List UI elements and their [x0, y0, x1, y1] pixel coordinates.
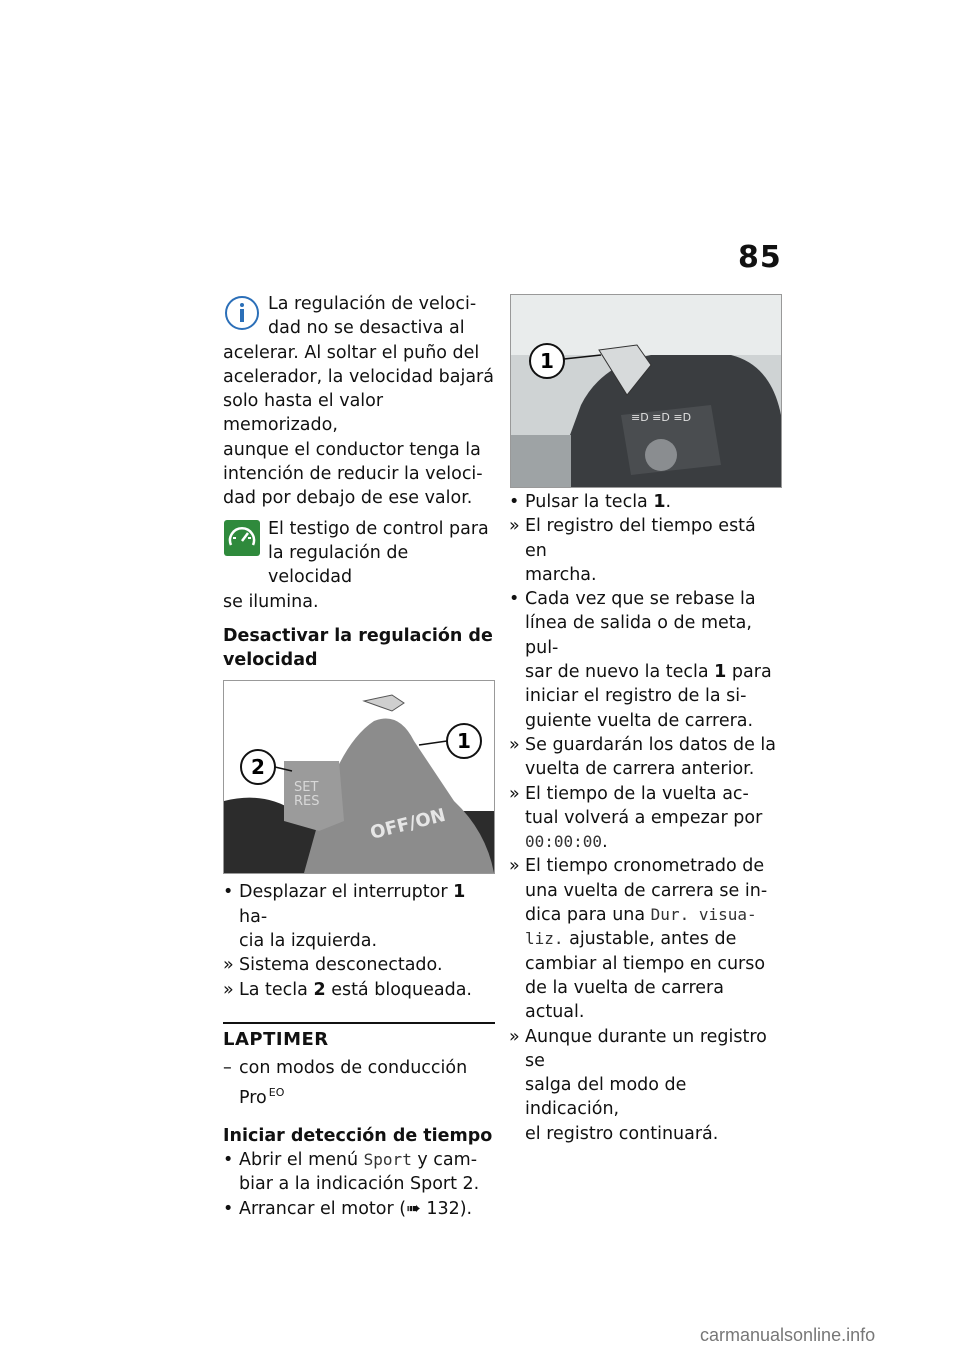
right-column: [509, 490, 781, 1146]
info-line: La regulación de veloci-: [268, 294, 477, 314]
lamp-line: la regulación de velocidad: [268, 542, 409, 588]
svg-text:≡D ≡D ≡D: ≡D ≡D ≡D: [631, 411, 692, 424]
start-steps: [223, 1148, 495, 1221]
page-ref-arrow-icon: ➠: [406, 1198, 421, 1219]
list-item: • Cada vez que se rebase la línea de salida o de meta, pul- sar de nuevo la tecla 1 para iniciar el registro de la si- guiente vuelta de carrera.: [509, 589, 772, 731]
info-icon: [223, 294, 261, 332]
cruise-switch-photo: [223, 680, 495, 874]
info-line: intención de reducir la veloci-: [223, 464, 483, 485]
heading-deactivate: Desactivar la regulación de velocidad: [223, 625, 493, 671]
watermark: carmanualsonline.info: [700, 1325, 876, 1345]
svg-text:SET: SET: [294, 780, 319, 796]
svg-text:RES: RES: [294, 794, 320, 810]
info-line: acelerar. Al soltar el puño del: [223, 342, 480, 363]
info-line: solo hasta el valor memorizado,: [223, 391, 384, 436]
list-item: » Aunque durante un registro se salga del modo de indicación, el registro continuará.: [509, 1026, 767, 1144]
info-note: [223, 292, 495, 511]
list-item: » El tiempo cronometrado de una vuelta de carrera se in- dica para una Dur. visua- liz. ajustable, antes de cambiar al tiempo en curso de la vuelta de carrera actual.: [509, 856, 768, 1023]
page-number: 85: [738, 240, 782, 275]
section-title: LAPTIMER: [223, 1022, 495, 1052]
left-column: [223, 292, 495, 1221]
figure-label-1: 1: [457, 729, 471, 754]
deactivate-steps: [223, 880, 495, 1001]
info-line: aunque el conductor tenga la: [223, 439, 481, 460]
svg-text:OFF/ON: OFF/ON: [368, 805, 448, 845]
list-item: » El registro del tiempo está en marcha.: [509, 516, 756, 585]
lamp-line: El testigo de control para: [268, 518, 489, 539]
list-item: • Pulsar la tecla 1.: [509, 492, 672, 512]
requirement: – con modos de conducción Pro $^{EO}$: [223, 1058, 468, 1108]
laptimer-switch-photo: [510, 294, 782, 488]
list-item: • Desplazar el interruptor 1 ha- cia la izquierda.: [223, 882, 466, 952]
cruise-control-lamp-icon: [223, 519, 261, 557]
info-line: dad por debajo de ese valor.: [223, 488, 473, 509]
heading-start: Iniciar detección de tiempo: [223, 1125, 493, 1146]
list-item: » Se guardarán los datos de la vuelta de carrera anterior.: [509, 734, 777, 780]
lamp-line: se ilumina.: [223, 591, 319, 612]
info-line: acelerador, la velocidad bajará: [223, 366, 494, 387]
list-item: » El tiempo de la vuelta ac- tual volverá a empezar por 00:00:00.: [509, 783, 763, 853]
figure-label-1: 1: [540, 349, 554, 373]
list-item: • Abrir el menú Sport y cam- biar a la indicación Sport 2.: [223, 1149, 480, 1195]
list-item: » La tecla 2 está bloqueada.: [223, 979, 472, 1000]
figure-label-2: 2: [251, 755, 265, 780]
list-item: » Sistema desconectado.: [223, 955, 443, 976]
lamp-note: [223, 517, 495, 614]
info-line: dad no se desactiva al: [268, 318, 465, 339]
list-item: • Arrancar el motor (➠ 132).: [223, 1198, 473, 1219]
